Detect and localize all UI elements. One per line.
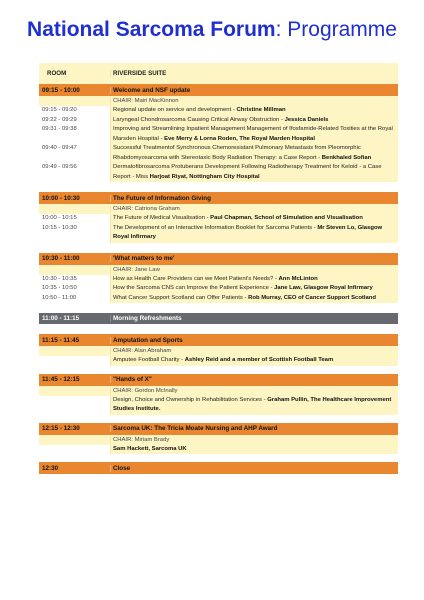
session-row <box>39 423 398 435</box>
talk-row <box>39 163 398 182</box>
talk-title: Amputee Football Charity - <box>113 357 185 363</box>
talk-row <box>39 275 398 285</box>
block-gap <box>39 243 398 253</box>
talk-title: Improving and Streamlining Inpatient Management Management of Ifosfamide-Related Toxities at the Royal Marsden Hospital - <box>113 126 393 142</box>
talk-time: 10:15 - 10:30 <box>39 224 110 243</box>
talk-time <box>39 396 110 415</box>
talk-row <box>39 106 398 116</box>
talk-row <box>39 356 398 366</box>
talk-row <box>39 294 398 304</box>
session-row <box>39 84 398 96</box>
chair-row <box>39 386 398 396</box>
title-bold: National Sarcoma Forum <box>27 18 276 41</box>
block-gap <box>39 366 398 374</box>
talk-title: Laryngeal Chondrosarcoma Causing Critical Airway Obstruction - <box>113 116 285 123</box>
session-time: 09:15 - 10:00 <box>42 86 80 94</box>
chair-name: CHAIR: Mairi MacKinnon <box>110 98 398 104</box>
session-title: Morning Refreshments <box>110 315 398 322</box>
talk-speaker: Rob Murray, CEO of Cancer Support Scotland <box>248 294 376 301</box>
chair-name: CHAIR: Catriona Graham <box>110 206 398 212</box>
chair-row <box>39 96 398 106</box>
talk-speaker: Harjoat Riyat, Nottingham City Hospital <box>149 173 260 180</box>
session-title: Amputation and Sports <box>110 337 398 344</box>
block-gap <box>39 303 398 313</box>
header-room: ROOM <box>47 70 67 77</box>
talk-time <box>39 356 110 366</box>
talk-title: Successful Treatmentof Synchronous Chemoresistant Pulmonary Metastasis from Pleomorphic Rhabdomyosarcoma with Stereotaxic Body Radiation Therapy: a Case Report - <box>113 145 361 161</box>
talk-time <box>39 445 110 455</box>
talk-speaker: Paul Chapman, School of Simulation and Visualisation <box>210 215 363 221</box>
break-row <box>39 313 398 324</box>
talk-speaker: Ashley Reid and a member of Scottish Football Team <box>184 357 334 363</box>
chair-name: CHAIR: Jane Law <box>110 267 398 273</box>
talk-speaker: Christine Millman <box>236 107 286 113</box>
page-title <box>0 18 424 42</box>
talk-time: 09:49 - 09:56 <box>39 163 110 182</box>
session-row <box>39 253 398 265</box>
talk-time: 09:22 - 09:29 <box>39 116 110 126</box>
talk-speaker: Benkhaled Sofian <box>321 154 372 161</box>
block-gap <box>39 182 398 192</box>
session-row <box>39 192 398 204</box>
talk-speaker: Ann McLinton <box>278 275 318 282</box>
talk-description <box>110 284 398 294</box>
talk-title: Regional update on service and development - <box>113 107 237 113</box>
talk-description <box>110 275 398 285</box>
talk-time: 09:15 - 09:20 <box>39 106 110 116</box>
talk-description <box>110 224 398 243</box>
talk-time: 10:35 - 10:50 <box>39 284 110 294</box>
chair-row <box>39 204 398 214</box>
talk-description <box>110 356 398 366</box>
talk-title: The Future of Medical Visualisation - <box>113 215 211 221</box>
talk-row <box>39 214 398 224</box>
talk-time: 10:50 - 11:00 <box>39 294 110 304</box>
block-gap <box>39 415 398 423</box>
talk-title: The Development of an Interactive Information Booklet for Sarcoma Patients - <box>113 224 318 231</box>
block-gap <box>39 324 398 334</box>
talk-row <box>39 125 398 144</box>
talk-description <box>110 125 398 144</box>
talk-title: How as Health Care Providers can we Meet Patient's Needs? - <box>113 275 279 282</box>
talk-title: How the Sarcoma CNS can Improve the Patient Experience - <box>113 285 275 291</box>
talk-description <box>110 445 398 455</box>
talk-time: 10:00 - 10:15 <box>39 214 110 224</box>
talk-title: What Cancer Support Scotland can Offer Patients - <box>113 294 249 301</box>
session-row <box>39 334 398 346</box>
talk-row <box>39 144 398 163</box>
session-row <box>39 374 398 386</box>
talk-title: Design, Choice and Ownership in Rehabilitation Services - <box>113 396 268 403</box>
session-title: Sarcoma UK: The Tricia Moate Nursing and AHP Award <box>110 425 398 432</box>
session-title: Welcome and NSF update <box>110 87 398 94</box>
talk-description <box>110 163 398 182</box>
talk-description <box>110 106 398 116</box>
talk-description <box>110 214 398 224</box>
talk-time: 09:31 - 09:38 <box>39 125 110 144</box>
session-title: 'What matters to me' <box>110 255 398 262</box>
talk-row <box>39 445 398 455</box>
talk-row <box>39 284 398 294</box>
session-time: 10:30 - 11:00 <box>42 255 80 262</box>
talk-speaker: Graham Pullin, The Healthcare Improvement Studies Institute. <box>113 396 392 412</box>
session-time: 12:15 - 12:30 <box>42 425 80 432</box>
header-suite: RIVERSIDE SUITE <box>110 70 398 77</box>
chair-row <box>39 435 398 445</box>
talk-row <box>39 224 398 243</box>
title-rest: : Programme <box>275 18 397 41</box>
talk-description <box>110 116 398 126</box>
session-time: 10:00 - 10:30 <box>42 194 80 202</box>
talk-time: 09:40 - 09:47 <box>39 144 110 163</box>
chair-name: CHAIR: Alan Abraham <box>110 348 398 354</box>
programme-table <box>39 63 398 474</box>
chair-row <box>39 265 398 275</box>
chair-name: CHAIR: Miriam Brady <box>110 437 398 443</box>
session-time: 12:30 <box>42 464 59 472</box>
session-time: 11:15 - 11:45 <box>42 336 80 344</box>
talk-time: 10:30 - 10:35 <box>39 275 110 285</box>
talk-speaker: Jane Law, Glasgow Royal Infirmary <box>274 285 373 291</box>
talk-title: Dermatofibrosarcoma Protuberans Development Following Radiotherapy Treatment for Keloid - a Case Report - Miss <box>113 164 382 180</box>
talk-speaker: Jessica Daniels <box>284 116 329 123</box>
block-gap <box>39 454 398 462</box>
talk-speaker: Mr Steven Lo, Glasgow Royal Infirmary <box>113 224 383 240</box>
session-title: "Hands of X" <box>110 376 398 383</box>
chair-name: CHAIR: Gordon McInally <box>110 388 398 394</box>
talk-speaker: Sam Hackett, Sarcoma UK <box>113 445 187 452</box>
talk-description <box>110 144 398 163</box>
chair-row <box>39 346 398 356</box>
schedule-blocks <box>39 84 398 474</box>
talk-speaker: Eve Merry & Lorna Roden, The Royal Marden Hospital <box>164 135 315 142</box>
session-time: 11:45 - 12:15 <box>42 376 80 383</box>
session-time: 11:00 - 11:15 <box>42 315 80 322</box>
talk-row <box>39 116 398 126</box>
session-title: Close <box>110 465 398 472</box>
session-row <box>39 462 398 474</box>
talk-row <box>39 396 398 415</box>
session-title: The Future of Information Giving <box>110 195 398 202</box>
talk-description <box>110 294 398 304</box>
talk-description <box>110 396 398 415</box>
table-header <box>39 63 398 84</box>
